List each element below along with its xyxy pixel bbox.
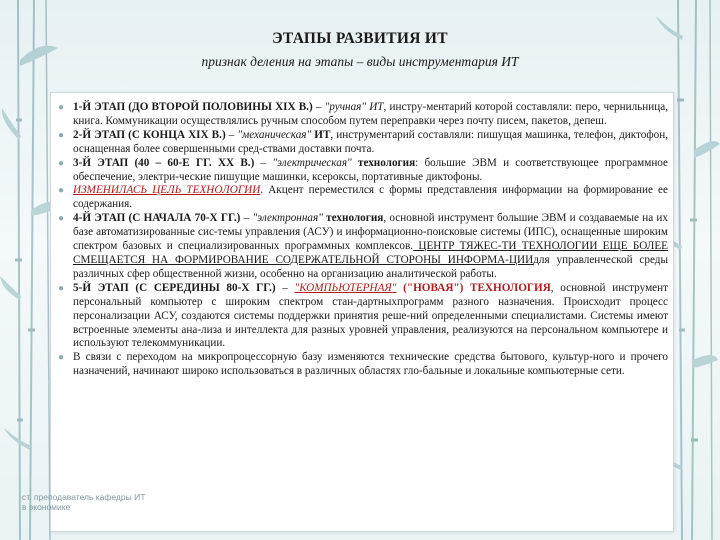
stages-list [56, 101, 668, 379]
stage-text: : большие ЭВМ и соответствующее программное обеспечение, электри-ческие пишущие машинки, ксероксы, портативные диктофоны. [73, 156, 669, 183]
stage-label: 5-Й ЭТАП (С СЕРЕДИНЫ 80-Х ГГ.) [73, 281, 276, 294]
stage-dash: – [240, 212, 253, 225]
bullet-icon: ● [58, 282, 65, 294]
footer-watermark [22, 492, 272, 512]
stage-emphasis-tail: технология [351, 156, 416, 169]
list-item-goal-change [56, 184, 668, 212]
slide-title: ЭТАПЫ РАЗВИТИЯ ИТ [272, 30, 448, 47]
list-item-microprocessor [56, 351, 668, 379]
stage-dash: – [225, 128, 238, 141]
bullet-icon: ● [58, 352, 65, 364]
goal-change-text: . Акцент переместился с формы представления информации на формирование ее содержания. [73, 184, 668, 211]
stage-dash: – [312, 101, 325, 113]
stage-emphasis: "механическая" [237, 128, 312, 141]
list-item-stage-3 [56, 157, 668, 185]
bullet-icon: ● [58, 129, 65, 141]
stage-text: , основной инструмент большие ЭВМ и создаваемые на их базе автоматизированные сис-темы управления (АСУ) и информационно-поисковые системы (ИПС), оснащенные широким спектром базовых и специализированных программных комплексов. [73, 212, 669, 253]
stage-emphasis-tail: технология [322, 212, 384, 225]
stage-emphasis-tail: ИТ [311, 128, 331, 141]
stage-emphasis: "ручная" ИТ [324, 101, 384, 113]
stage-text: , инструментарий составляли: пишущая машинка, телефон, диктофон, оснащенная более совершенными сред-ствами доставки почта. [73, 128, 668, 155]
stage-dash: – [275, 281, 295, 294]
stage-emphasis: "КОМПЬЮТЕРНАЯ" [294, 281, 397, 294]
list-item-stage-2 [56, 129, 668, 157]
stage-emphasis: "электронная" [252, 212, 323, 225]
bullet-icon: ● [58, 213, 65, 225]
bullet-icon: ● [58, 157, 65, 169]
stage-label: 2-Й ЭТАП (С КОНЦА XIX В.) [73, 128, 226, 141]
list-item-stage-1 [56, 101, 668, 129]
microprocessor-text: В связи с переходом на микропроцессорную базу изменяются технические средства бытового, культур-ного и прочего назначений, начинают широко использоваться в различных областях гло-бальные и локальные компьютерные сети. [73, 351, 668, 378]
list-item-stage-5 [56, 282, 668, 352]
stage-text: , инстру-ментарий которой составляли: перо, чернильница, книга. Коммуникации осуществлялись ручным способом путем переправки через почту писем, пакетов, депеш. [73, 101, 669, 127]
stage-label: 1-Й ЭТАП (ДО ВТОРОЙ ПОЛОВИНЫ XIX В.) [73, 101, 313, 113]
stage-highlight: ЦЕНТР ТЯЖЕС-ТИ ТЕХНОЛОГИИ ЕЩЕ БОЛЕЕ СМЕЩАЕТСЯ НА ФОРМИРОВАНИЕ СОДЕРЖАТЕЛЬНОЙ СТОРОНЫ ИНФОРМА-ЦИИ [73, 240, 668, 266]
list-item-stage-4 [56, 212, 668, 282]
stage-emphasis-tail: ("НОВАЯ") ТЕХНОЛОГИЯ [396, 281, 551, 294]
stage-dash: – [254, 156, 273, 169]
stage-text: , основной инструмент персональный компьютер с широким спектром стан-дартныхпрограмм разного назначения. Происходит процесс персонализации АСУ, создаются системы поддержки принятия реше-ний определенными специалистами. Системы имеют встроенные элементы ана-лиза и интеллекта для разных уровней управления, реализуются на персональном компьютере и используют телекоммуникации. [73, 281, 668, 350]
stage-label: 4-Й ЭТАП (С НАЧАЛА 70-Х ГГ.) [73, 212, 241, 225]
stage-label: 3-Й ЭТАП (40 – 60-Е ГГ. XX В.) [73, 156, 255, 169]
bullet-icon: ● [58, 102, 65, 113]
footer-line-1: ст. преподаватель кафедры ИТ [22, 492, 146, 502]
stage-tail: для управленческой среды различных сфер общественной жизни, особенно на организацию аналитической работы. [73, 253, 668, 280]
slide-subtitle: признак деления на этапы – виды инструментария ИТ [201, 54, 519, 69]
goal-change-lead: ИЗМЕНИЛАСЬ ЦЕЛЬ ТЕХНОЛОГИИ [73, 184, 261, 197]
footer-line-2: в экономике [22, 502, 71, 512]
bullet-icon: ● [58, 185, 65, 197]
stage-emphasis: "электрическая" [272, 156, 352, 169]
